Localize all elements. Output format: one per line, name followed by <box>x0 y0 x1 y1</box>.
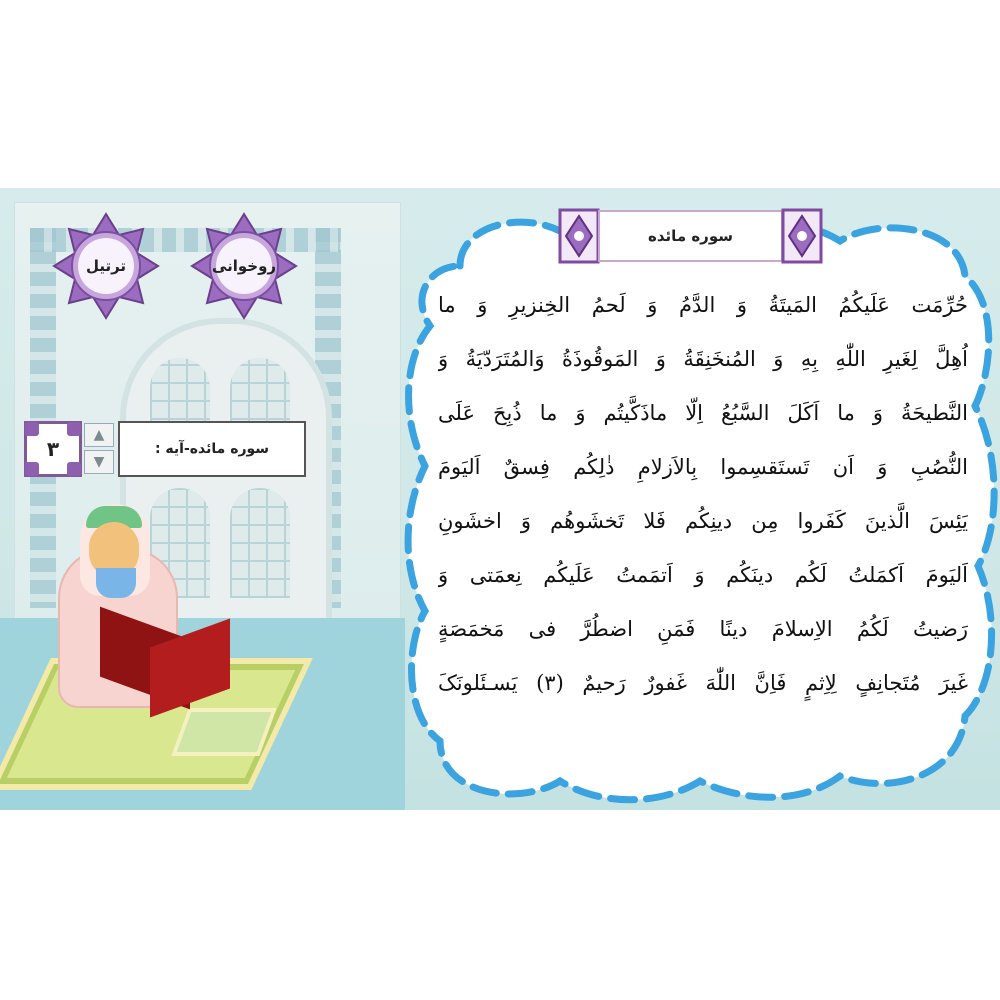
verse-line: حُرِّمَت عَلَیکُمُ المَیتَةُ وَ الدَّمُ وَ لَحمُ الخِنزیرِ وَ ما <box>438 293 968 317</box>
verse-line: اَلیَومَ اَکمَلتُ لَکُم دینَکُم وَ اَتمَمتُ عَلَیکُم نِعمَتی وَ <box>438 563 968 587</box>
rookhani-label: روخوانی <box>211 257 277 275</box>
verse-line: رَضیتُ لَکُمُ الاِسلامَ دینًا فَمَنِ اضطُرَّ فی مَخمَصَةٍ <box>438 617 968 641</box>
tartil-label: ترتیل <box>85 257 127 275</box>
verse-line: غَیرَ مُتَجانِفٍ لِاِثمٍ فَاِنَّ اللّٰهَ غَفورٌ رَحیمٌ (۳) یَسـئَلونَکَ <box>438 671 968 695</box>
rookhani-button[interactable] <box>190 212 298 320</box>
verse-number: ۳ <box>46 437 60 461</box>
verse-line: النَّطیحَةُ وَ ما اَکَلَ السَّبُعُ اِلّا ماذَکَّیتُم وَ ما ذُبِحَ عَلَی <box>438 401 968 425</box>
scene-illustration <box>0 188 405 810</box>
tartil-button[interactable] <box>52 212 160 320</box>
verse-selector-label: سوره مائده-آیه : <box>118 421 306 477</box>
verse-line: النُّصُبِ وَ اَن تَستَقسِموا بِالاَزلامِ ذٰلِکُم فِسقٌ اَلیَومَ <box>438 455 968 479</box>
verse-line: یَئِسَ الَّذینَ کَفَروا مِن دینِکُم فَلا تَخشَوهُم وَ اخشَونِ <box>438 509 968 533</box>
quran-stand <box>100 613 230 703</box>
verse-line: اُهِلَّ لِغَیرِ اللّٰهِ بِهِ وَ المُنخَنِقَةُ وَ المَوقُوذَةُ وَالمُتَرَدّیَةُ وَ <box>438 347 968 371</box>
girl-veil <box>96 568 136 598</box>
chevron-down-icon[interactable]: ▼ <box>84 450 114 474</box>
surah-title: سوره مائده <box>598 210 783 262</box>
ornament-left-icon <box>558 208 600 264</box>
ornament-right-icon <box>781 208 823 264</box>
verse-panel <box>400 206 1000 810</box>
small-rug <box>171 708 276 756</box>
verse-selector <box>24 421 306 477</box>
chevron-up-icon[interactable]: ▲ <box>84 423 114 447</box>
window-lower-right <box>230 488 290 598</box>
app-canvas <box>0 188 1000 810</box>
surah-title-box <box>558 206 823 270</box>
verse-stepper <box>84 423 114 475</box>
verse-text <box>438 278 968 710</box>
verse-number-box <box>24 421 82 477</box>
